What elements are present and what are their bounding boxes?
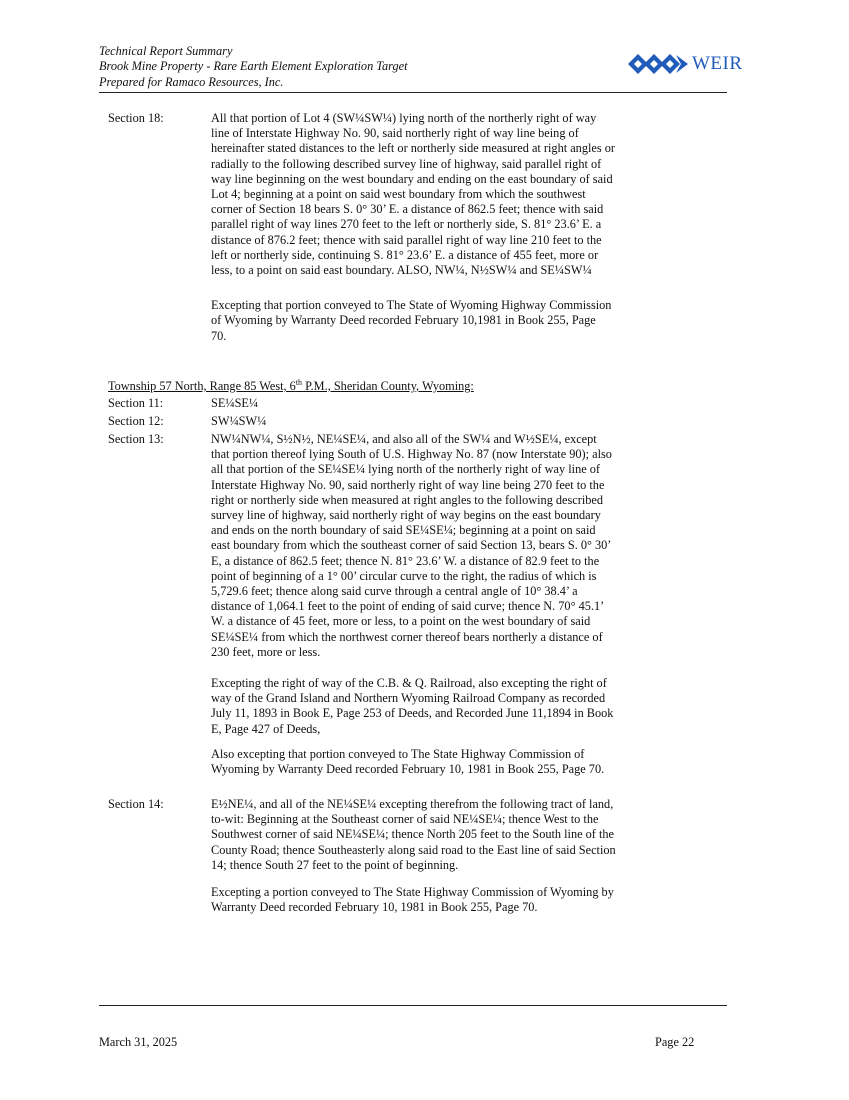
text-line: parallel right of way lines 270 feet to the left or northerly side, S. 81° 23.6’ E. a — [211, 217, 602, 232]
text-line: 14; thence South 27 feet to the point of beginning. — [211, 857, 459, 872]
text-line: County Road; thence Southeasterly along said road to the East line of said Section — [211, 842, 616, 857]
text-line: Lot 4; beginning at a point on said west boundary from which the southwest — [211, 187, 586, 202]
text-line: Also excepting that portion conveyed to The State Highway Commission of — [211, 746, 585, 761]
header-report-type: Technical Report Summary — [99, 44, 233, 58]
text-line: Excepting that portion conveyed to The State of Wyoming Highway Commission — [211, 298, 612, 313]
section-13-body — [211, 432, 673, 777]
section-18-body — [211, 111, 673, 344]
weir-logo-chevrons-icon — [628, 53, 690, 75]
text-line: Interstate Highway No. 90, said northerly right of way line being 270 feet to the — [211, 477, 605, 492]
section-12-label: Section 12: — [108, 414, 164, 428]
text-line: hereinafter stated distances to the left or northerly side measured at right angles or — [211, 141, 615, 156]
text-line: radially to the following described survey line of highway, said parallel right of — [211, 156, 602, 171]
section-11-label: Section 11: — [108, 396, 164, 410]
section-14-body — [211, 797, 673, 915]
text-line: W. a distance of 45 feet, more or less, to a point on the west boundary of said — [211, 614, 591, 629]
text-line: All that portion of Lot 4 (SW¼SW¼) lying north of the northerly right of way — [211, 111, 597, 125]
section-13-label: Section 13: — [108, 432, 164, 446]
text-line: distance of 1,064.1 feet to the point of ending of said curve; thence N. 70° 45.1’ — [211, 599, 605, 614]
text-line: and ends on the north boundary of said SE¼SE¼; beginning at a point on said — [211, 523, 596, 538]
text-line: Excepting the right of way of the C.B. & Q. Railroad, also excepting the right of — [211, 676, 607, 691]
text-line: Southwest corner of said NE¼SE¼; thence North 205 feet to the South line of the — [211, 827, 614, 842]
footer-divider — [99, 1005, 727, 1006]
township-heading-text-end: P.M., Sheridan County, Wyoming: — [302, 379, 474, 393]
text-line: way line beginning on the west boundary and ending on the east boundary of said — [211, 171, 613, 186]
text-line: July 11, 1893 in Book E, Page 253 of Deeds, and Recorded June 11,1894 in Book — [211, 706, 614, 721]
text-line: line of Interstate Highway No. 90, said northerly right of way line being of — [211, 126, 579, 141]
text-line: E, Page 427 of Deeds, — [211, 721, 321, 736]
text-line: SE¼SE¼ from which the northwest corner thereof bears northerly a distance of — [211, 629, 603, 644]
section-18-exception — [211, 298, 673, 344]
text-line: of Wyoming by Warranty Deed recorded February 10,1981 in Book 255, Page — [211, 313, 596, 328]
text-line: E, a distance of 862.5 feet; thence N. 81° 23.6’ W. a distance of 82.9 feet to the — [211, 553, 600, 568]
footer-date: March 31, 2025 — [99, 1035, 178, 1049]
text-line: distance of 876.2 feet; thence with said parallel right of way line 210 feet to the — [211, 232, 602, 247]
text-line: 70. — [211, 328, 227, 343]
text-line: left or northerly side, continuing S. 81° 23.6’ E. a distance of 455 feet, more or — [211, 247, 599, 262]
header-divider — [99, 92, 727, 93]
weir-logo — [628, 52, 743, 76]
section-11-body: SE¼SE¼ — [211, 396, 259, 410]
text-line: all that portion of the SE¼SE¼ lying north of the northerly right of way line of — [211, 462, 600, 477]
header-client-line: Prepared for Ramaco Resources, Inc. — [99, 74, 284, 89]
text-line: Wyoming by Warranty Deed recorded February 10, 1981 in Book 255, Page 70. — [211, 762, 605, 777]
section-18-label: Section 18: — [108, 111, 164, 125]
text-line: less, to a point on said east boundary. ALSO, NW¼, N½SW¼ and SE¼SW¼ — [211, 263, 592, 278]
footer-page-number: Page 22 — [655, 1035, 695, 1049]
text-line: 230 feet, more or less. — [211, 644, 321, 659]
township-heading-text: Township 57 North, Range 85 West, 6 — [108, 379, 296, 393]
text-line: that portion thereof lying South of U.S. Highway No. 87 (now Interstate 90); also — [211, 447, 612, 462]
section-12-body: SW¼SW¼ — [211, 414, 267, 428]
text-line: to-wit: Beginning at the Southeast corner of said NE¼SE¼; thence West to the — [211, 812, 599, 827]
text-line: Excepting a portion conveyed to The State Highway Commission of Wyoming by — [211, 885, 614, 900]
section-13-description — [211, 432, 673, 660]
section-14-description — [211, 797, 673, 873]
text-line: survey line of highway, said northerly right of way begins on the east boundary — [211, 508, 601, 523]
township-heading — [108, 379, 474, 394]
text-line: east boundary from which the southeast corner of said Section 13, bears S. 0° 30’ — [211, 538, 612, 553]
header-project-title: Brook Mine Property - Rare Earth Element Exploration Target — [99, 59, 408, 74]
text-line: right or northerly side when measured at right angles to the following described — [211, 492, 604, 507]
text-line: corner of Section 18 bears S. 0° 30’ E. a distance of 862.5 feet; thence with said — [211, 202, 604, 217]
township-ordinal-suffix: th — [295, 377, 303, 387]
section-14-exception — [211, 885, 673, 915]
text-line: Warranty Deed recorded February 10, 1981 in Book 255, Page 70. — [211, 900, 538, 915]
section-18-description — [211, 111, 673, 278]
section-14-label: Section 14: — [108, 797, 164, 811]
text-line: 5,729.6 feet; thence along said curve through a central angle of 10° 38.4’ a — [211, 584, 578, 599]
text-line: point of beginning of a 1° 00’ circular curve to the right, the radius of which is — [211, 568, 597, 583]
text-line: way of the Grand Island and Northern Wyoming Railroad Company as recorded — [211, 691, 606, 706]
section-13-exception-railroad — [211, 676, 673, 737]
text-line: NW¼NW¼, S½N½, NE¼SE¼, and also all of the SW¼ and W½SE¼, except — [211, 432, 597, 446]
text-line: E½NE¼, and all of the NE¼SE¼ excepting therefrom the following tract of land, — [211, 797, 614, 811]
weir-logo-text: WEIR — [692, 53, 743, 74]
section-13-exception-highway — [211, 747, 673, 777]
